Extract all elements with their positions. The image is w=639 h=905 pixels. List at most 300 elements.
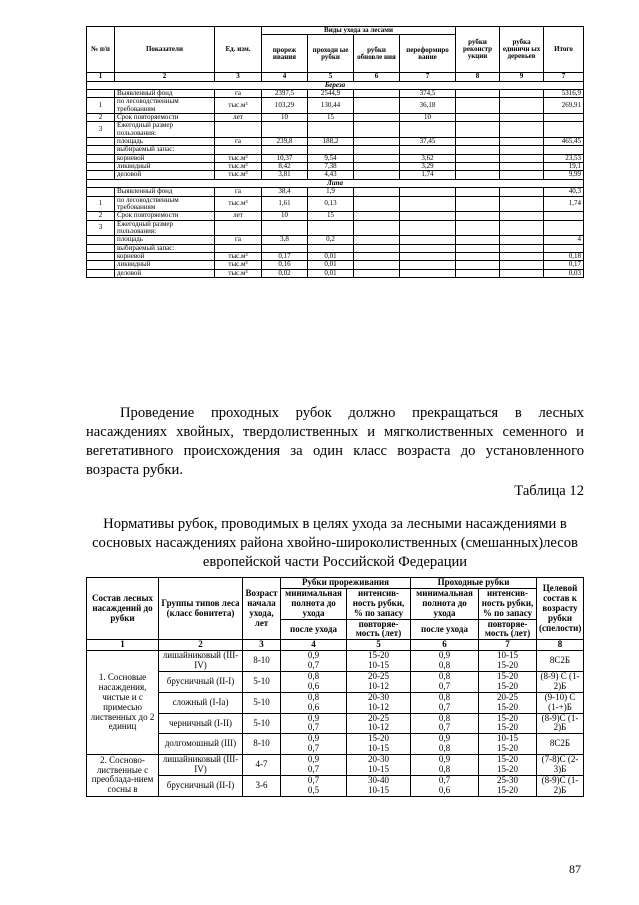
total-cell: 0,17 — [544, 261, 584, 269]
value-cell — [456, 98, 500, 114]
row-label: по лесоводственным требованиям — [115, 98, 215, 114]
cell-line: 0,7 — [307, 774, 320, 785]
cell-line: 20-30 — [368, 754, 389, 765]
h2-age: Возраст начала ухода, лет — [243, 578, 281, 640]
table-number: Таблица 12 — [514, 483, 584, 499]
row-number: 3 — [87, 122, 115, 138]
value-cell: 1,61 — [262, 196, 308, 212]
value-cell — [400, 212, 456, 220]
intensity-cell — [347, 775, 411, 796]
cell-line: 10-15 — [497, 650, 519, 661]
start-age: 8-10 — [243, 734, 281, 755]
column-number: 3 — [215, 73, 262, 81]
start-age: 5-10 — [243, 692, 281, 713]
value-cell — [500, 146, 544, 154]
row-unit: га — [215, 236, 262, 244]
value-cell: 4,43 — [308, 171, 354, 179]
target-composition: (8-9)С (1-2)Б — [537, 775, 584, 796]
value-cell — [500, 138, 544, 146]
intensity-cell — [479, 755, 537, 776]
value-cell — [500, 261, 544, 269]
value-cell: 2544,9 — [308, 90, 354, 98]
value-cell — [262, 220, 308, 236]
header-c4: прореж ивания — [262, 35, 308, 73]
row-number — [87, 90, 115, 98]
cell-line: 20-30 — [368, 691, 389, 702]
value-cell — [456, 90, 500, 98]
row-label: Ежегодный размер пользования: — [115, 122, 215, 138]
target-composition: 8С2Б — [537, 651, 584, 672]
row-label: площадь — [115, 236, 215, 244]
row-label: ликвидный — [115, 261, 215, 269]
value-cell — [500, 244, 544, 252]
row-unit — [215, 220, 262, 236]
start-age: 5-10 — [243, 672, 281, 693]
cell-line: 15-20 — [497, 680, 519, 691]
row-number — [87, 188, 115, 196]
value-cell: 0,2 — [308, 236, 354, 244]
value-cell: 10,37 — [262, 154, 308, 162]
species-name: Липа — [87, 179, 584, 187]
value-cell: 15 — [308, 212, 354, 220]
cell-line: 0,8 — [307, 671, 320, 682]
cell-line: 15-20 — [497, 784, 519, 795]
forest-type: черничный (I-II) — [159, 713, 243, 734]
total-cell: 9,99 — [544, 171, 584, 179]
forest-type: долгомошный (III) — [159, 734, 243, 755]
column-number: 7 — [544, 73, 584, 81]
table-row — [87, 734, 584, 755]
value-cell: 0,01 — [308, 269, 354, 277]
value-cell — [456, 114, 500, 122]
density-cell — [281, 775, 347, 796]
row-number — [87, 244, 115, 252]
value-cell — [354, 212, 400, 220]
table-row — [87, 212, 584, 220]
total-cell — [544, 122, 584, 138]
h2-intensity-b: интенсив-ность рубки, % по запасу — [479, 588, 537, 619]
value-cell — [400, 236, 456, 244]
table-row — [87, 236, 584, 244]
column-number: 7 — [479, 640, 537, 651]
cell-line: 0,8 — [438, 660, 451, 671]
cell-line: 0,8 — [438, 712, 451, 723]
value-cell — [400, 261, 456, 269]
row-unit: тыс.м³ — [215, 196, 262, 212]
start-age: 8-10 — [243, 651, 281, 672]
cell-line: 15-20 — [497, 660, 519, 671]
value-cell: 10 — [400, 114, 456, 122]
table-row — [87, 775, 584, 796]
intensity-cell — [479, 692, 537, 713]
row-label: Выявленный фонд — [115, 188, 215, 196]
value-cell: 0,01 — [308, 261, 354, 269]
row-unit: лет — [215, 114, 262, 122]
value-cell: 0,13 — [308, 196, 354, 212]
table-row — [87, 269, 584, 277]
header-c7: переформиро вание — [400, 35, 456, 73]
column-number: 4 — [281, 640, 347, 651]
value-cell — [354, 146, 400, 154]
value-cell — [500, 269, 544, 277]
cell-line: 15-20 — [497, 701, 519, 712]
h2-min-density-b: минимальная полнота до ухода — [411, 588, 479, 619]
h2-after-b: после ухода — [411, 619, 479, 640]
row-number — [87, 138, 115, 146]
cell-line: 15-20 — [497, 754, 519, 765]
intensity-cell — [347, 672, 411, 693]
target-composition: (7-8)С (2-3)Б — [537, 755, 584, 776]
value-cell — [456, 138, 500, 146]
table-row — [87, 98, 584, 114]
value-cell — [354, 163, 400, 171]
value-cell: 8,42 — [262, 163, 308, 171]
row-label: Срок повторяемости — [115, 114, 215, 122]
density-cell — [281, 672, 347, 693]
start-age: 3-6 — [243, 775, 281, 796]
cell-line: 0,8 — [438, 743, 451, 754]
value-cell: 2397,5 — [262, 90, 308, 98]
forest-type: лишайниковый (III-IV) — [159, 651, 243, 672]
value-cell: 188,2 — [308, 138, 354, 146]
row-unit: га — [215, 188, 262, 196]
value-cell: 3,8 — [262, 236, 308, 244]
header-num: № п/п — [87, 27, 115, 73]
cell-line: 0,8 — [438, 671, 451, 682]
column-number: 9 — [500, 73, 544, 81]
cell-line: 0,8 — [307, 691, 320, 702]
cell-line: 15-20 — [497, 671, 519, 682]
total-cell: 40,3 — [544, 188, 584, 196]
value-cell — [354, 138, 400, 146]
cell-line: 0,7 — [438, 774, 451, 785]
intensity-cell — [347, 734, 411, 755]
value-cell: 130,44 — [308, 98, 354, 114]
density-cell — [411, 713, 479, 734]
value-cell: 0,01 — [308, 252, 354, 260]
intensity-cell — [479, 734, 537, 755]
target-composition: (8-9)С (1-2)Б — [537, 713, 584, 734]
row-label: корневой — [115, 154, 215, 162]
row-unit: га — [215, 138, 262, 146]
group-composition: 2. Сосново-лиственные с преоблада-нием сосны в — [87, 755, 159, 797]
value-cell: 3,62 — [400, 154, 456, 162]
value-cell — [400, 196, 456, 212]
density-cell — [411, 755, 479, 776]
table-row — [87, 672, 584, 693]
column-number: 7 — [400, 73, 456, 81]
column-number: 1 — [87, 640, 159, 651]
value-cell — [456, 146, 500, 154]
value-cell — [500, 212, 544, 220]
value-cell: 15 — [308, 114, 354, 122]
target-composition: (8-9) С (1-2)Б — [537, 672, 584, 693]
value-cell — [354, 98, 400, 114]
row-label: выбираемый запас: — [115, 146, 215, 154]
value-cell — [354, 114, 400, 122]
column-number: 3 — [243, 640, 281, 651]
row-label: корневой — [115, 252, 215, 260]
target-composition: 8С2Б — [537, 734, 584, 755]
intensity-cell — [479, 713, 537, 734]
total-cell: 465,45 — [544, 138, 584, 146]
density-cell — [411, 651, 479, 672]
density-cell — [281, 713, 347, 734]
row-number: 3 — [87, 220, 115, 236]
value-cell: 0,17 — [262, 252, 308, 260]
total-cell: 0,18 — [544, 252, 584, 260]
norms-table — [86, 577, 584, 797]
cell-line: 10-15 — [368, 764, 389, 775]
value-cell — [456, 212, 500, 220]
total-cell — [544, 220, 584, 236]
row-label: выбираемый запас: — [115, 244, 215, 252]
value-cell: 7,38 — [308, 163, 354, 171]
cell-line: 20-25 — [497, 691, 519, 702]
cell-line: 0,9 — [307, 733, 320, 744]
header-total: Итого — [544, 27, 584, 73]
value-cell — [500, 171, 544, 179]
cell-line: 10-12 — [368, 722, 389, 733]
row-number: 1 — [87, 98, 115, 114]
intensity-cell — [479, 775, 537, 796]
row-number — [87, 146, 115, 154]
header-c9: рубка единичн ых деревьев — [500, 27, 544, 73]
intensity-cell — [347, 692, 411, 713]
cell-line: 0,7 — [307, 743, 320, 754]
row-unit: тыс.м³ — [215, 163, 262, 171]
header-c6: рубки обновле ния — [354, 35, 400, 73]
value-cell: 9,54 — [308, 154, 354, 162]
total-cell — [544, 114, 584, 122]
column-number: 6 — [411, 640, 479, 651]
value-cell — [500, 114, 544, 122]
value-cell — [354, 236, 400, 244]
value-cell — [456, 261, 500, 269]
value-cell: 3,29 — [400, 163, 456, 171]
cell-line: 30-40 — [368, 774, 389, 785]
row-unit: тыс.м³ — [215, 252, 262, 260]
value-cell — [456, 154, 500, 162]
value-cell: 10 — [262, 212, 308, 220]
value-cell — [400, 252, 456, 260]
total-cell — [544, 212, 584, 220]
value-cell: 1,9 — [308, 188, 354, 196]
value-cell — [500, 236, 544, 244]
cell-line: 15-20 — [497, 712, 519, 723]
value-cell — [354, 171, 400, 179]
h2-composition: Состав лесных насаждений до рубки — [87, 578, 159, 640]
row-label: Срок повторяемости — [115, 212, 215, 220]
value-cell — [354, 261, 400, 269]
value-cell — [500, 98, 544, 114]
table-row — [87, 713, 584, 734]
table-row — [87, 220, 584, 236]
cell-line: 20-25 — [368, 712, 389, 723]
column-number: 8 — [537, 640, 584, 651]
table-row — [87, 196, 584, 212]
column-number: 8 — [456, 73, 500, 81]
cell-line: 10-15 — [368, 743, 389, 754]
row-number — [87, 252, 115, 260]
cell-line: 0,9 — [438, 754, 451, 765]
forest-type: лишайниковый (III-IV) — [159, 755, 243, 776]
total-cell: 0,03 — [544, 269, 584, 277]
row-label: по лесоводственным требованиям — [115, 196, 215, 212]
value-cell — [456, 196, 500, 212]
column-number-row — [87, 73, 584, 81]
value-cell: 1,74 — [400, 171, 456, 179]
header-unit: Ед. изм. — [215, 27, 262, 73]
row-number — [87, 154, 115, 162]
value-cell — [354, 244, 400, 252]
column-number-row — [87, 640, 584, 651]
value-cell: 38,4 — [262, 188, 308, 196]
row-unit: тыс.м³ — [215, 98, 262, 114]
row-number: 2 — [87, 114, 115, 122]
value-cell — [456, 244, 500, 252]
cell-line: 10-15 — [497, 733, 519, 744]
intensity-cell — [479, 651, 537, 672]
value-cell — [500, 122, 544, 138]
value-cell — [400, 122, 456, 138]
value-cell: 0,02 — [262, 269, 308, 277]
cell-line: 0,7 — [438, 701, 451, 712]
paragraph — [86, 404, 584, 480]
cell-line: 0,7 — [438, 680, 451, 691]
header-group: Виды ухода за лесами — [262, 27, 456, 35]
cell-line: 0,8 — [438, 691, 451, 702]
value-cell — [354, 196, 400, 212]
value-cell — [400, 188, 456, 196]
row-unit: тыс.м³ — [215, 269, 262, 277]
table-row — [87, 122, 584, 138]
value-cell — [500, 220, 544, 236]
target-composition: (9-10) С (1-+)Б — [537, 692, 584, 713]
value-cell — [456, 163, 500, 171]
header-indicators: Показатели — [115, 27, 215, 73]
cell-line: 10-12 — [368, 701, 389, 712]
value-cell: 374,5 — [400, 90, 456, 98]
h2-min-density-a: минимальная полнота до ухода — [281, 588, 347, 619]
table-row — [87, 755, 584, 776]
value-cell: 37,45 — [400, 138, 456, 146]
table-row — [87, 651, 584, 672]
forest-type: сложный (I-Ia) — [159, 692, 243, 713]
density-cell — [411, 734, 479, 755]
value-cell — [456, 188, 500, 196]
table-row — [87, 188, 584, 196]
row-number: 2 — [87, 212, 115, 220]
value-cell — [354, 154, 400, 162]
cell-line: 0,9 — [307, 650, 320, 661]
column-number: 5 — [347, 640, 411, 651]
h2-forest-types: Группы типов леса (класс бонитета) — [159, 578, 243, 640]
row-unit: тыс.м³ — [215, 261, 262, 269]
header-c8: рубки реконстр укции — [456, 27, 500, 73]
row-unit: тыс.м³ — [215, 154, 262, 162]
row-number — [87, 163, 115, 171]
value-cell — [354, 90, 400, 98]
h2-intensity-a: интенсив-ность рубки, % по запасу — [347, 588, 411, 619]
value-cell — [456, 236, 500, 244]
density-cell — [411, 692, 479, 713]
paragraph-text: Проведение проходных рубок должно прекращаться в лесных насаждениях хвойных, твердолиственных и мягколиственных семенного и вегетативного происхождения за один класс возраста до установленного возраста рубки. — [86, 405, 584, 478]
value-cell — [500, 196, 544, 212]
row-unit: га — [215, 90, 262, 98]
forest-care-table — [86, 26, 584, 278]
density-cell — [281, 651, 347, 672]
cell-line: 0,6 — [307, 701, 320, 712]
column-number: 1 — [87, 73, 115, 81]
row-label: площадь — [115, 138, 215, 146]
forest-type: брусничный (II-I) — [159, 672, 243, 693]
total-cell: 23,53 — [544, 154, 584, 162]
cell-line: 10-12 — [368, 680, 389, 691]
density-cell — [281, 734, 347, 755]
column-number: 5 — [308, 73, 354, 81]
total-cell: 19,1 — [544, 163, 584, 171]
total-cell: 5316,9 — [544, 90, 584, 98]
density-cell — [411, 775, 479, 796]
cell-line: 0,7 — [307, 722, 320, 733]
cell-line: 0,5 — [307, 784, 320, 795]
intensity-cell — [347, 755, 411, 776]
value-cell — [500, 154, 544, 162]
column-number: 4 — [262, 73, 308, 81]
value-cell — [456, 171, 500, 179]
value-cell: 103,29 — [262, 98, 308, 114]
value-cell — [500, 252, 544, 260]
row-number — [87, 171, 115, 179]
value-cell — [400, 220, 456, 236]
cell-line: 10-15 — [368, 660, 389, 671]
table-row — [87, 692, 584, 713]
cell-line: 25-30 — [497, 774, 519, 785]
value-cell — [456, 252, 500, 260]
cell-line: 0,9 — [307, 712, 320, 723]
h2-thinning: Рубки прореживания — [281, 578, 411, 589]
column-number: 6 — [354, 73, 400, 81]
value-cell — [308, 220, 354, 236]
value-cell: 10 — [262, 114, 308, 122]
value-cell — [456, 122, 500, 138]
cell-line: 0,6 — [307, 680, 320, 691]
value-cell — [354, 252, 400, 260]
value-cell: 3,81 — [262, 171, 308, 179]
cell-line: 0,9 — [438, 733, 451, 744]
h2-repeat-b: повторяе-мость (лет) — [479, 619, 537, 640]
total-cell: 269,91 — [544, 98, 584, 114]
total-cell: 1,74 — [544, 196, 584, 212]
table-row — [87, 261, 584, 269]
page-number: 87 — [569, 862, 581, 876]
h2-passage: Проходные рубки — [411, 578, 537, 589]
cell-line: 15-20 — [497, 743, 519, 754]
intensity-cell — [347, 651, 411, 672]
cell-line: 10-15 — [368, 784, 389, 795]
cell-line: 0,7 — [307, 764, 320, 775]
cell-line: 0,6 — [438, 784, 451, 795]
value-cell — [354, 122, 400, 138]
value-cell — [354, 220, 400, 236]
row-number — [87, 269, 115, 277]
value-cell — [308, 122, 354, 138]
cell-line: 0,8 — [438, 764, 451, 775]
density-cell — [281, 692, 347, 713]
row-number — [87, 236, 115, 244]
h2-repeat-a: повторяе-мость (лет) — [347, 619, 411, 640]
